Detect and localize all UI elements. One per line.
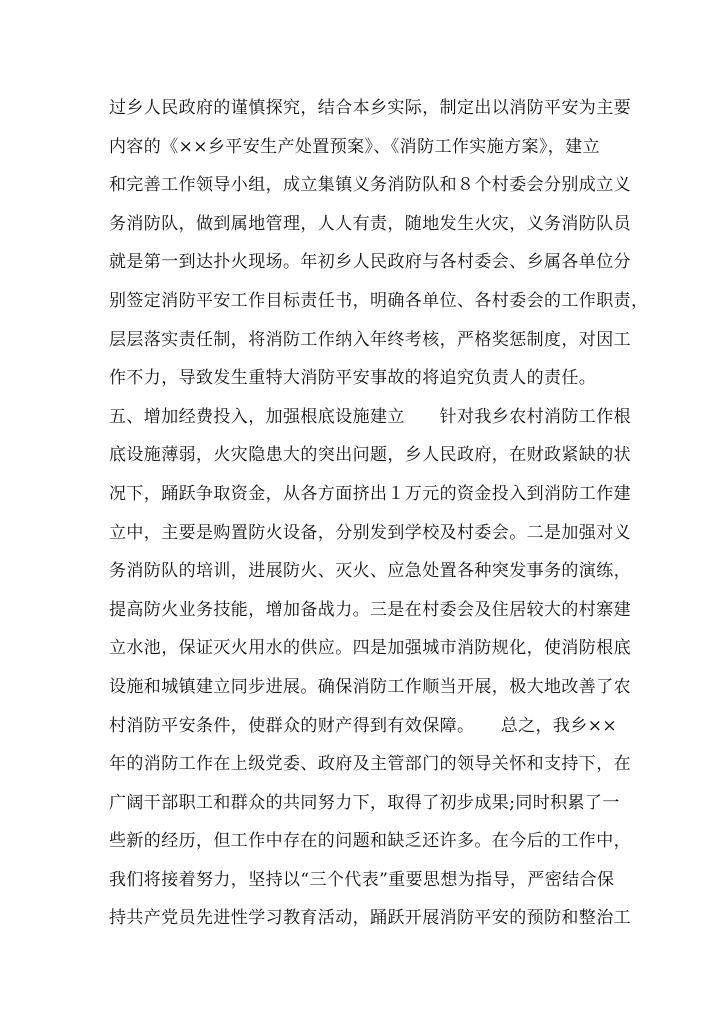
text-line-16: 设施和城镇建立同步进展。确保消防工作顺当开展，极大地改善了农 bbox=[109, 676, 631, 697]
text-line-14: 提高防火业务技能，增加备战力。三是在村委会及住居较大的村寨建 bbox=[109, 599, 631, 620]
text-line-6: 别签定消防平安工作目标责任书，明确各单位、各村委会的工作职责， bbox=[109, 290, 649, 311]
text-line-10: 底设施薄弱，火灾隐患大的突出问题，乡人民政府，在财政紧缺的状 bbox=[109, 445, 631, 466]
text-line-12: 立中，主要是购置防火设备，分别发到学校及村委会。二是加强对义 bbox=[109, 522, 631, 543]
text-line-3: 和完善工作领导小组，成立集镇义务消防队和８个村委会分别成立义 bbox=[109, 175, 631, 196]
text-line-20: 些新的经历，但工作中存在的问题和缺乏还许多。在今后的工作中， bbox=[109, 831, 631, 852]
text-line-8: 作不力，导致发生重特大消防平安事故的将追究负责人的责任。 bbox=[109, 368, 597, 389]
text-line-15: 立水池，保证灭火用水的供应。四是加强城市消防规化，使消防根底 bbox=[109, 638, 631, 659]
text-line-1: 过乡人民政府的谨慎探究，结合本乡实际，制定出以消防平安为主要 bbox=[109, 98, 631, 118]
text-line-7: 层层落实责任制，将消防工作纳入年终考核，严格奖惩制度，对因工 bbox=[109, 329, 631, 350]
text-line-18: 年的消防工作在上级党委、政府及主管部门的领导关怀和支持下，在 bbox=[109, 754, 631, 775]
text-line-2: 内容的《××乡平安生产处置预案》、《消防工作实施方案》，建立 bbox=[109, 136, 600, 157]
text-line-22: 持共产党员先进性学习教育活动，踊跃开展消防平安的预防和整治工 bbox=[109, 908, 631, 929]
text-line-11: 况下，踊跃争取资金，从各方面挤出１万元的资金投入到消防工作建 bbox=[109, 483, 631, 504]
text-line-5: 就是第一到达扑火现场。年初乡人民政府与各村委会、乡属各单位分 bbox=[109, 252, 631, 273]
text-line-19: 广阔干部职工和群众的共同努力下，取得了初步成果;同时积累了一 bbox=[109, 792, 620, 813]
text-line-13: 务消防队的培训，进展防火、灭火、应急处置各种突发事务的演练， bbox=[109, 561, 631, 582]
text-line-17: 村消防平安条件，使群众的财产得到有效保障。 总之，我乡×× bbox=[109, 715, 617, 736]
text-line-4: 务消防队，做到属地管理，人人有责，随地发生火灾，义务消防队员 bbox=[109, 213, 631, 234]
text-line-21: 我们将接着努力，坚持以“三个代表”重要思想为指导，严密结合保 bbox=[109, 869, 615, 890]
text-line-9: 五、增加经费投入，加强根底设施建立 针对我乡农村消防工作根 bbox=[109, 406, 631, 427]
body-text bbox=[109, 89, 649, 938]
